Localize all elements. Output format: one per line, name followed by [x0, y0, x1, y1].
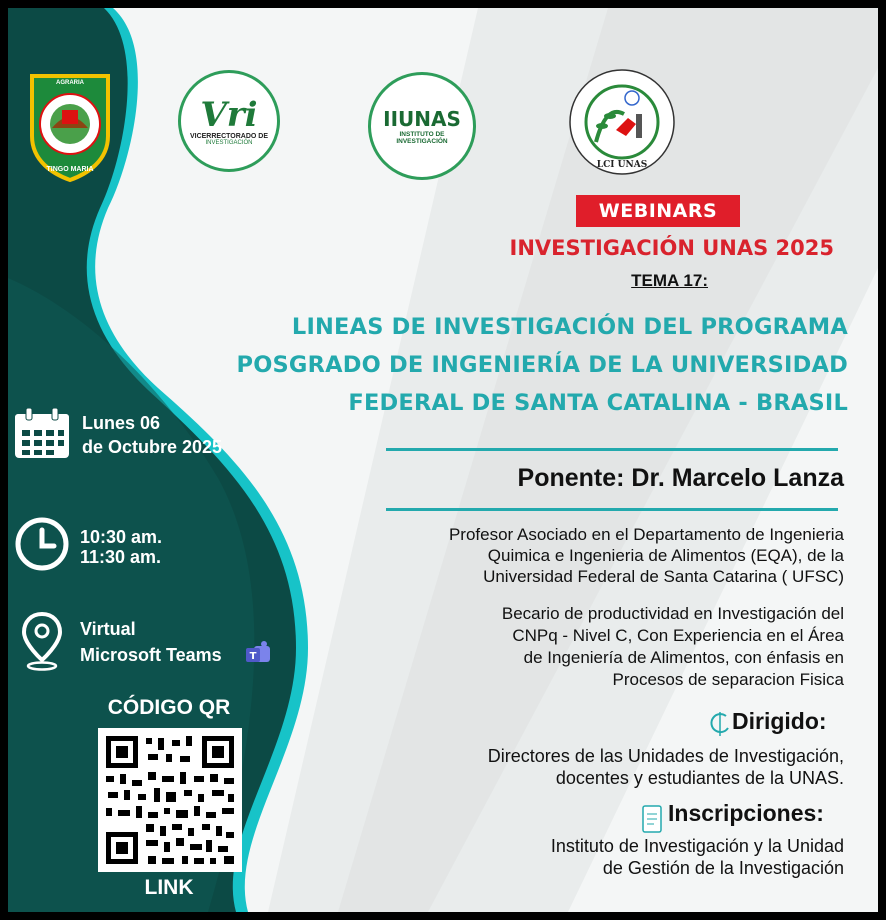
speaker-bio-2-line2: CNPq - Nivel C, Con Experiencia en el Área — [512, 626, 844, 645]
speaker-bio-1-line1: Profesor Asociado en el Departamento de Ingenieria — [448, 525, 844, 544]
speaker-bio-2-line4: Procesos de separacion Fisica — [612, 670, 844, 689]
event-time-start: 10:30 am. — [80, 527, 163, 547]
iiunas-logo — [368, 72, 476, 180]
link-label[interactable]: LINK — [144, 876, 194, 899]
talk-title-line1: LINEAS DE INVESTIGACIÓN DEL PROGRAMA — [291, 314, 848, 340]
webinars-label: WEBINARS — [598, 200, 718, 222]
audience-heading: Dirigido: — [732, 708, 827, 734]
vri-mark: Vri — [200, 94, 258, 135]
document-icon — [640, 804, 664, 834]
speaker-bio-1-line3: Universidad Federal de Santa Catarina ( UFSC) — [483, 567, 844, 586]
talk-title-line3: FEDERAL DE SANTA CATALINA - BRASIL — [348, 390, 848, 416]
iiunas-sub2: INVESTIGACIÓN — [396, 138, 448, 145]
speaker-bio-1-line2: Quimica e Ingenieria de Alimentos (EQA), de la — [487, 546, 844, 565]
location-pin-icon — [20, 610, 64, 672]
speaker-bio-2-line1: Becario de productividad en Investigación del — [501, 604, 844, 623]
unas-seal-top-text: AGRARIA — [56, 80, 84, 86]
clock-icon — [14, 516, 70, 572]
speaker-label: Ponente: Dr. Marcelo Lanza — [517, 464, 844, 492]
event-date-line2: de Octubre 2025 — [82, 437, 223, 457]
iiunas-mark: IIUNAS — [383, 107, 461, 131]
event-date-line1: Lunes 06 — [82, 413, 161, 433]
registration-heading: Inscripciones: — [668, 800, 824, 826]
divider-bottom — [386, 508, 838, 511]
calendar-icon — [12, 408, 72, 460]
lci-bottom-text: LCI UNAS — [596, 160, 648, 170]
unas-seal-ribbon: TINGO MARIA — [46, 166, 94, 173]
event-platform: Microsoft Teams — [80, 645, 222, 665]
speaker-bio-2-line3: de Ingeniería de Alimentos, con énfasis en — [523, 648, 844, 667]
iiunas-sub1: INSTITUTO DE — [399, 131, 445, 138]
qr-label: CÓDIGO QR — [107, 696, 231, 719]
svg-text:T: T — [249, 651, 257, 662]
webinars-badge — [576, 195, 740, 227]
teams-icon — [244, 640, 272, 666]
target-icon — [708, 710, 732, 738]
topic-number: TEMA 17: — [631, 271, 708, 290]
registration-line2: de Gestión de la Investigación — [602, 858, 844, 878]
event-mode: Virtual — [80, 619, 136, 639]
audience-line2: docentes y estudiantes de la UNAS. — [555, 768, 844, 788]
series-title: INVESTIGACIÓN UNAS 2025 — [509, 236, 834, 260]
flyer — [8, 8, 878, 912]
lci-logo — [566, 64, 678, 184]
audience-line1: Directores de las Unidades de Investigación, — [487, 746, 844, 766]
divider-top — [386, 448, 838, 451]
talk-title-line2: POSGRADO DE INGENIERÍA DE LA UNIVERSIDAD — [236, 352, 848, 378]
unas-seal-logo — [22, 66, 118, 188]
vri-name: VICERRECTORADO DE — [189, 132, 269, 140]
event-time-end: 11:30 am. — [80, 547, 162, 567]
vri-logo — [178, 70, 280, 172]
qr-code[interactable] — [98, 728, 242, 872]
registration-line1: Instituto de Investigación y la Unidad — [550, 836, 844, 856]
vri-sub: INVESTIGACIÓN — [205, 139, 253, 146]
